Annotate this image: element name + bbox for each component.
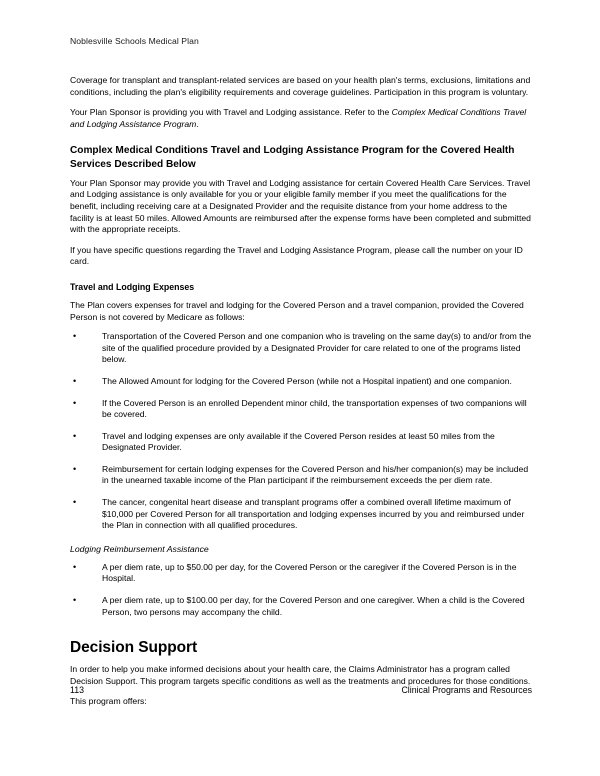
section-paragraph: Your Plan Sponsor may provide you with Travel and Lodging assistance for certain Covered Health Care Services. Travel and Lodging assistance is only available for you or your eligible family member if you meet the qualifications for the benefit, including receiving care at a Designated Provider and the requisite distance from your home address to the facility is at least 50 miles. Allowed Amounts are reimbursed after the expense forms have been completed and submitted with the appropriate receipts. (70, 177, 531, 235)
sponsor-paragraph (70, 107, 532, 130)
page-content (70, 36, 532, 717)
bullet-icon: • (73, 430, 77, 441)
list-item-text: Travel and lodging expenses are only available if the Covered Person resides at least 50 miles from the Designated Provider. (102, 430, 495, 453)
page-footer (70, 684, 532, 696)
expenses-bullet-list (70, 331, 532, 532)
bullet-icon: • (73, 595, 77, 606)
list-item-text: A per diem rate, up to $50.00 per day, for the Covered Person or the caregiver if the Covered Person is in the Hospital. (102, 561, 517, 584)
list-item (70, 398, 532, 421)
lodging-reimbursement-bullet-list (70, 562, 532, 618)
decision-support-paragraph: In order to help you make informed decisions about your health care, the Claims Administrator has a program called Decision Support. This program targets specific conditions as well as the treatments and procedures for those conditions. (70, 664, 531, 686)
footer-section-title: Clinical Programs and Resources (401, 685, 532, 695)
list-item-text: A per diem rate, up to $100.00 per day, for the Covered Person and one caregiver. When a child is the Covered Person, two persons may accompany the child. (102, 595, 525, 617)
sponsor-paragraph-tail: . (196, 118, 199, 129)
decision-support-heading: Decision Support (70, 639, 198, 657)
bullet-icon: • (73, 397, 77, 408)
running-header: Noblesville Schools Medical Plan (70, 36, 199, 46)
list-item-text: Transportation of the Covered Person and one companion who is traveling on the same day(s) to and/or from the site of the qualified procedure provided by a Designated Provider for care related to one of the programs listed below. (102, 331, 532, 365)
list-item-text: Reimbursement for certain lodging expenses for the Covered Person and his/her companion(s) may be included in the unearned taxable income of the Plan participant if the reimbursement exceeds the per diem rate. (102, 463, 529, 486)
list-item (70, 562, 532, 585)
lodging-reimbursement-heading: Lodging Reimbursement Assistance (70, 543, 209, 554)
bullet-icon: • (73, 561, 77, 572)
section-heading: Complex Medical Conditions Travel and Lodging Assistance Program for the Covered Health Services Described Below (70, 145, 515, 170)
list-item-text: The cancer, congenital heart disease and transplant programs offer a combined overall lifetime maximum of $10,000 per Covered Person for all transportation and lodging expenses incurred by you and reimbursed under the Plan in connection with all qualified procedures. (102, 497, 525, 531)
list-item (70, 497, 532, 532)
intro-paragraph: Coverage for transplant and transplant-related services are based on your health plan's terms, exclusions, limitations and conditions, including the plan's eligibility requirements and coverage guidelines. Participation in this program is voluntary. (70, 75, 531, 97)
bullet-icon: • (73, 497, 77, 508)
sponsor-paragraph-lead: Your Plan Sponsor is providing you with Travel and Lodging assistance. Refer to the (70, 107, 392, 118)
list-item (70, 464, 532, 487)
questions-paragraph: If you have specific questions regarding the Travel and Lodging Assistance Program, please call the number on your ID card. (70, 244, 523, 267)
list-item (70, 331, 532, 366)
bullet-icon: • (73, 375, 77, 386)
list-item-text: The Allowed Amount for lodging for the Covered Person (while not a Hospital inpatient) and one companion. (102, 375, 512, 386)
footer-page-number: 113 (70, 685, 85, 695)
expenses-intro-paragraph: The Plan covers expenses for travel and lodging for the Covered Person and a travel companion, provided the Covered Person is not covered by Medicare as follows: (70, 299, 524, 322)
list-item-text: If the Covered Person is an enrolled Dependent minor child, the transportation expenses of two companions will be covered. (102, 397, 527, 420)
list-item (70, 595, 532, 618)
list-item (70, 376, 532, 388)
bullet-icon: • (73, 463, 77, 474)
sponsor-paragraph-program-name: Complex Medical Conditions Travel and Lodging Assistance Program (70, 107, 527, 129)
travel-lodging-expenses-heading: Travel and Lodging Expenses (70, 281, 195, 292)
bullet-icon: • (73, 331, 77, 342)
program-offers-paragraph: This program offers: (70, 696, 147, 707)
list-item (70, 431, 532, 454)
